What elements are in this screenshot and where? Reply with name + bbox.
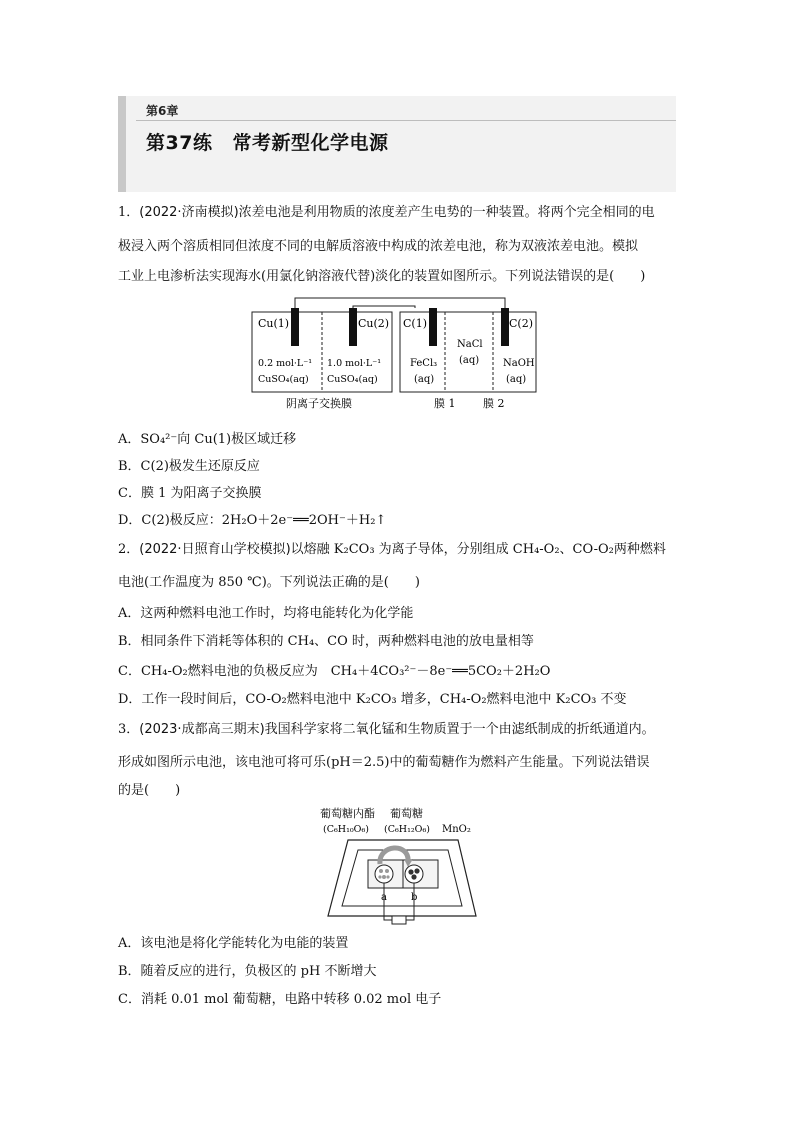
- anode-a-circle: [375, 865, 393, 883]
- label-cu2: Cu(2): [358, 317, 390, 330]
- label-gluconolactone: 葡萄糖内酯: [320, 807, 375, 820]
- solution-3-name: FeCl₃: [410, 358, 438, 369]
- label-glucose: 葡萄糖: [390, 807, 423, 820]
- q2-option-c: C．CH₄-O₂燃料电池的负极反应为 CH₄＋4CO₃²⁻－8e⁻══5CO₂＋2H₂O: [118, 664, 551, 679]
- label-mno2: MnO₂: [442, 824, 471, 835]
- anode-particle: [378, 875, 381, 878]
- question-2-line-2: 电池(工作温度为 850 ℃)。下列说法正确的是( ): [118, 575, 420, 590]
- anode-particle: [385, 869, 389, 873]
- q2-option-d: D．工作一段时间后，CO-O₂燃料电池中 K₂CO₃ 增多，CH₄-O₂燃料电池中 K₂CO₃ 不变: [118, 692, 627, 707]
- q1-option-b: B．C(2)极发生还原反应: [118, 459, 260, 474]
- formula-gluconolactone: (C₆H₁₀O₆): [323, 824, 369, 835]
- anode-particle: [386, 875, 389, 878]
- electrode-cu2: [349, 308, 357, 346]
- question-text: 我国科学家将二氧化锰和生物质置于一个由滤纸制成的折纸通道内。: [264, 722, 655, 737]
- question-text: 浓差电池是利用物质的浓度差产生电势的一种装置。将两个完全相同的电: [238, 205, 655, 220]
- electrode-a-label: a: [381, 892, 387, 903]
- question-source: (2023·成都高三期末): [139, 722, 265, 737]
- header-accent-bar: [118, 96, 126, 192]
- cathode-particle: [411, 874, 416, 879]
- electrode-b-label: b: [411, 892, 418, 903]
- electrode-c2: [501, 308, 509, 346]
- label-cu1: Cu(1): [258, 317, 290, 330]
- label-c2: C(2): [509, 317, 533, 330]
- question-source: (2022·日照育山学校模拟): [139, 542, 291, 557]
- solution-1-name: CuSO₄(aq): [258, 374, 309, 385]
- question-number: 2．: [118, 542, 140, 557]
- solution-1-conc: 0.2 mol·L⁻¹: [258, 358, 313, 369]
- q3-option-b: B．随着反应的进行，负极区的 pH 不断增大: [118, 964, 377, 979]
- q3-option-a: A．该电池是将化学能转化为电能的装置: [118, 936, 349, 951]
- question-2-line-1: [118, 541, 680, 559]
- page-title: [146, 128, 388, 155]
- q2-option-b: B．相同条件下消耗等体积的 CH₄、CO 时，两种燃料电池的放电量相等: [118, 634, 534, 649]
- question-1-line-2: 极浸入两个溶质相同但浓度不同的电解质溶液中构成的浓差电池，称为双液浓差电池。模拟: [118, 239, 639, 254]
- q1-option-d: D．C(2)极反应：2H₂O＋2e⁻══2OH⁻＋H₂↑: [118, 513, 387, 528]
- question-1-line-1: [118, 204, 680, 222]
- formula-glucose: (C₆H₁₂O₆): [384, 824, 430, 835]
- q3-option-c: C．消耗 0.01 mol 葡萄糖，电路中转移 0.02 mol 电子: [118, 992, 442, 1007]
- q3-paper-cell-figure: [318, 804, 488, 928]
- solution-2-conc: 1.0 mol·L⁻¹: [327, 358, 382, 369]
- load-resistor: [392, 916, 406, 924]
- label-membrane-2: 膜 2: [483, 397, 505, 410]
- label-c1: C(1): [403, 317, 427, 330]
- question-3-line-3: 的是( ): [118, 783, 181, 798]
- solution-2-name: CuSO₄(aq): [327, 374, 378, 385]
- electrode-c1: [429, 308, 437, 346]
- q2-option-a: A．这两种燃料电池工作时，均将电能转化为化学能: [118, 606, 414, 621]
- solution-4-state: (aq): [459, 355, 480, 366]
- chapter-label: 第6章: [146, 104, 179, 118]
- question-number: 1．: [118, 205, 140, 220]
- question-text: 以熔融 K₂CO₃ 为离子导体，分别组成 CH₄-O₂、CO-O₂两种燃料: [290, 542, 666, 557]
- solution-3-state: (aq): [414, 374, 435, 385]
- question-3-line-1: [118, 721, 680, 739]
- cathode-b-circle: [405, 865, 423, 883]
- header-divider: [136, 120, 676, 121]
- chapter-header: [118, 96, 676, 192]
- solution-5-name: NaOH: [503, 358, 535, 369]
- solution-4-name: NaCl: [457, 339, 483, 350]
- exercise-number: 第37练: [146, 132, 213, 154]
- solution-5-state: (aq): [506, 374, 527, 385]
- q1-option-c: C．膜 1 为阳离子交换膜: [118, 486, 262, 501]
- electrode-cu1: [291, 308, 299, 346]
- label-anion-membrane: 阴离子交换膜: [286, 397, 352, 410]
- question-source: (2022·济南模拟): [139, 205, 239, 220]
- label-membrane-1: 膜 1: [434, 397, 456, 410]
- cathode-particle: [408, 869, 413, 874]
- anode-particle: [382, 875, 386, 879]
- question-1-line-3: 工业上电渗析法实现海水(用氯化钠溶液代替)淡化的装置如图所示。下列说法错误的是( ): [118, 269, 646, 284]
- exercise-title: 常考新型化学电源: [232, 132, 389, 154]
- question-3-line-2: 形成如图所示电池，该电池可将可乐(pH＝2.5)中的葡萄糖作为燃料产生能量。下列说法错误: [118, 755, 650, 770]
- q1-apparatus-figure: [250, 296, 550, 412]
- question-number: 3．: [118, 722, 140, 737]
- wire-inner: [353, 306, 415, 308]
- anode-particle: [379, 869, 383, 873]
- cathode-particle: [414, 868, 419, 873]
- q1-option-a: A．SO₄²⁻向 Cu(1)极区域迁移: [118, 432, 297, 447]
